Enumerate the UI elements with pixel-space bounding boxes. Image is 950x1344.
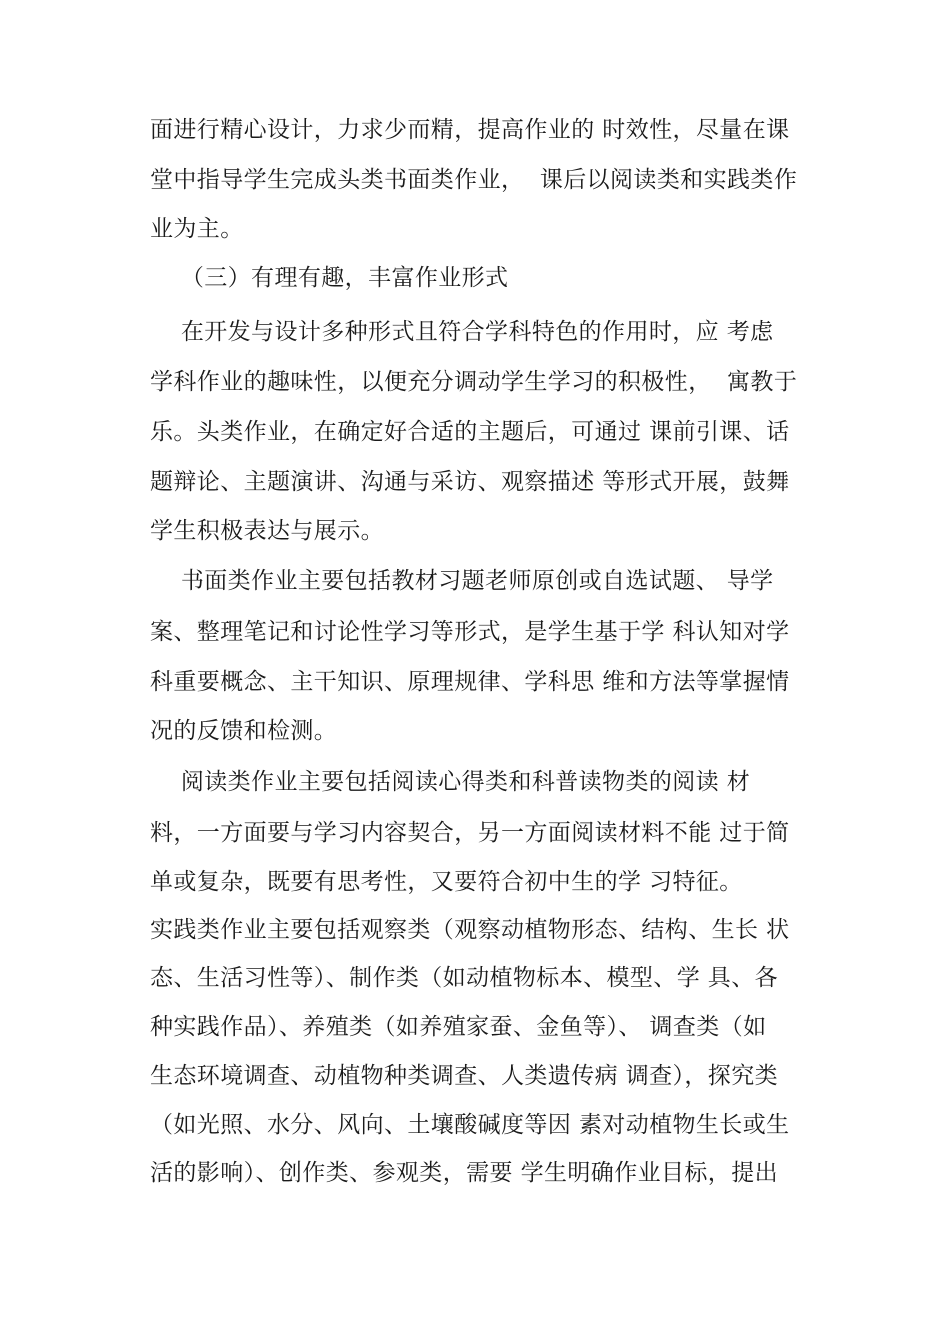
text-line: 阅读类作业主要包括阅读心得类和科普读物类的阅读 材 xyxy=(150,769,751,795)
text-line: 案、整理笔记和讨论性学习等形式，是学生基于学 科认知对学 xyxy=(150,619,790,645)
text-line: 乐。头类作业，在确定好合适的主题后，可通过 课前引课、话 xyxy=(150,419,790,445)
text-line: 书面类作业主要包括教材习题老师原创或自选试题、 导学 xyxy=(150,568,774,594)
section-heading: （三）有理有趣，丰富作业形式 xyxy=(150,265,509,291)
text-line: 面进行精心设计，力求少而精，提高作业的 时效性，尽量在课 xyxy=(150,117,790,143)
text-line: 学科作业的趣味性，以便充分调动学生学习的积极性， 寓教于 xyxy=(150,369,798,395)
text-line: 料，一方面要与学习内容契合，另一方面阅读材料不能 过于简 xyxy=(150,820,790,846)
text-line: 态、生活习性等）、制作类（如动植物标本、模型、学 具、各 xyxy=(150,965,779,991)
text-line: 实践类作业主要包括观察类（观察动植物形态、结构、生长 状 xyxy=(150,917,790,943)
text-line: 在开发与设计多种形式且符合学科特色的作用时，应 考虑 xyxy=(150,319,774,345)
text-line: 学生积极表达与展示。 xyxy=(150,518,384,544)
text-line: 生态环境调查、动植物种类调查、人类遗传病 调查），探究类 xyxy=(150,1063,779,1089)
text-line: 科重要概念、主干知识、原理规律、学科思 维和方法等掌握情 xyxy=(150,669,790,695)
text-line: 单或复杂，既要有思考性，又要符合初中生的学 习特征。 xyxy=(150,869,743,895)
text-line: 种实践作品）、养殖类（如养殖家蚕、金鱼等）、 调查类（如 xyxy=(150,1014,767,1040)
text-line: 活的影响）、创作类、参观类，需要 学生明确作业目标，提出 xyxy=(150,1160,779,1186)
text-line: 业为主。 xyxy=(150,216,244,242)
text-line: 堂中指导学生完成头类书面类作业， 课后以阅读类和实践类作 xyxy=(150,167,798,193)
text-line: 题辩论、主题演讲、沟通与采访、观察描述 等形式开展，鼓舞 xyxy=(150,469,790,495)
text-line: （如光照、水分、风向、土壤酸碱度等因 素对动植物生长或生 xyxy=(150,1112,790,1138)
text-line: 况的反馈和检测。 xyxy=(150,718,338,744)
